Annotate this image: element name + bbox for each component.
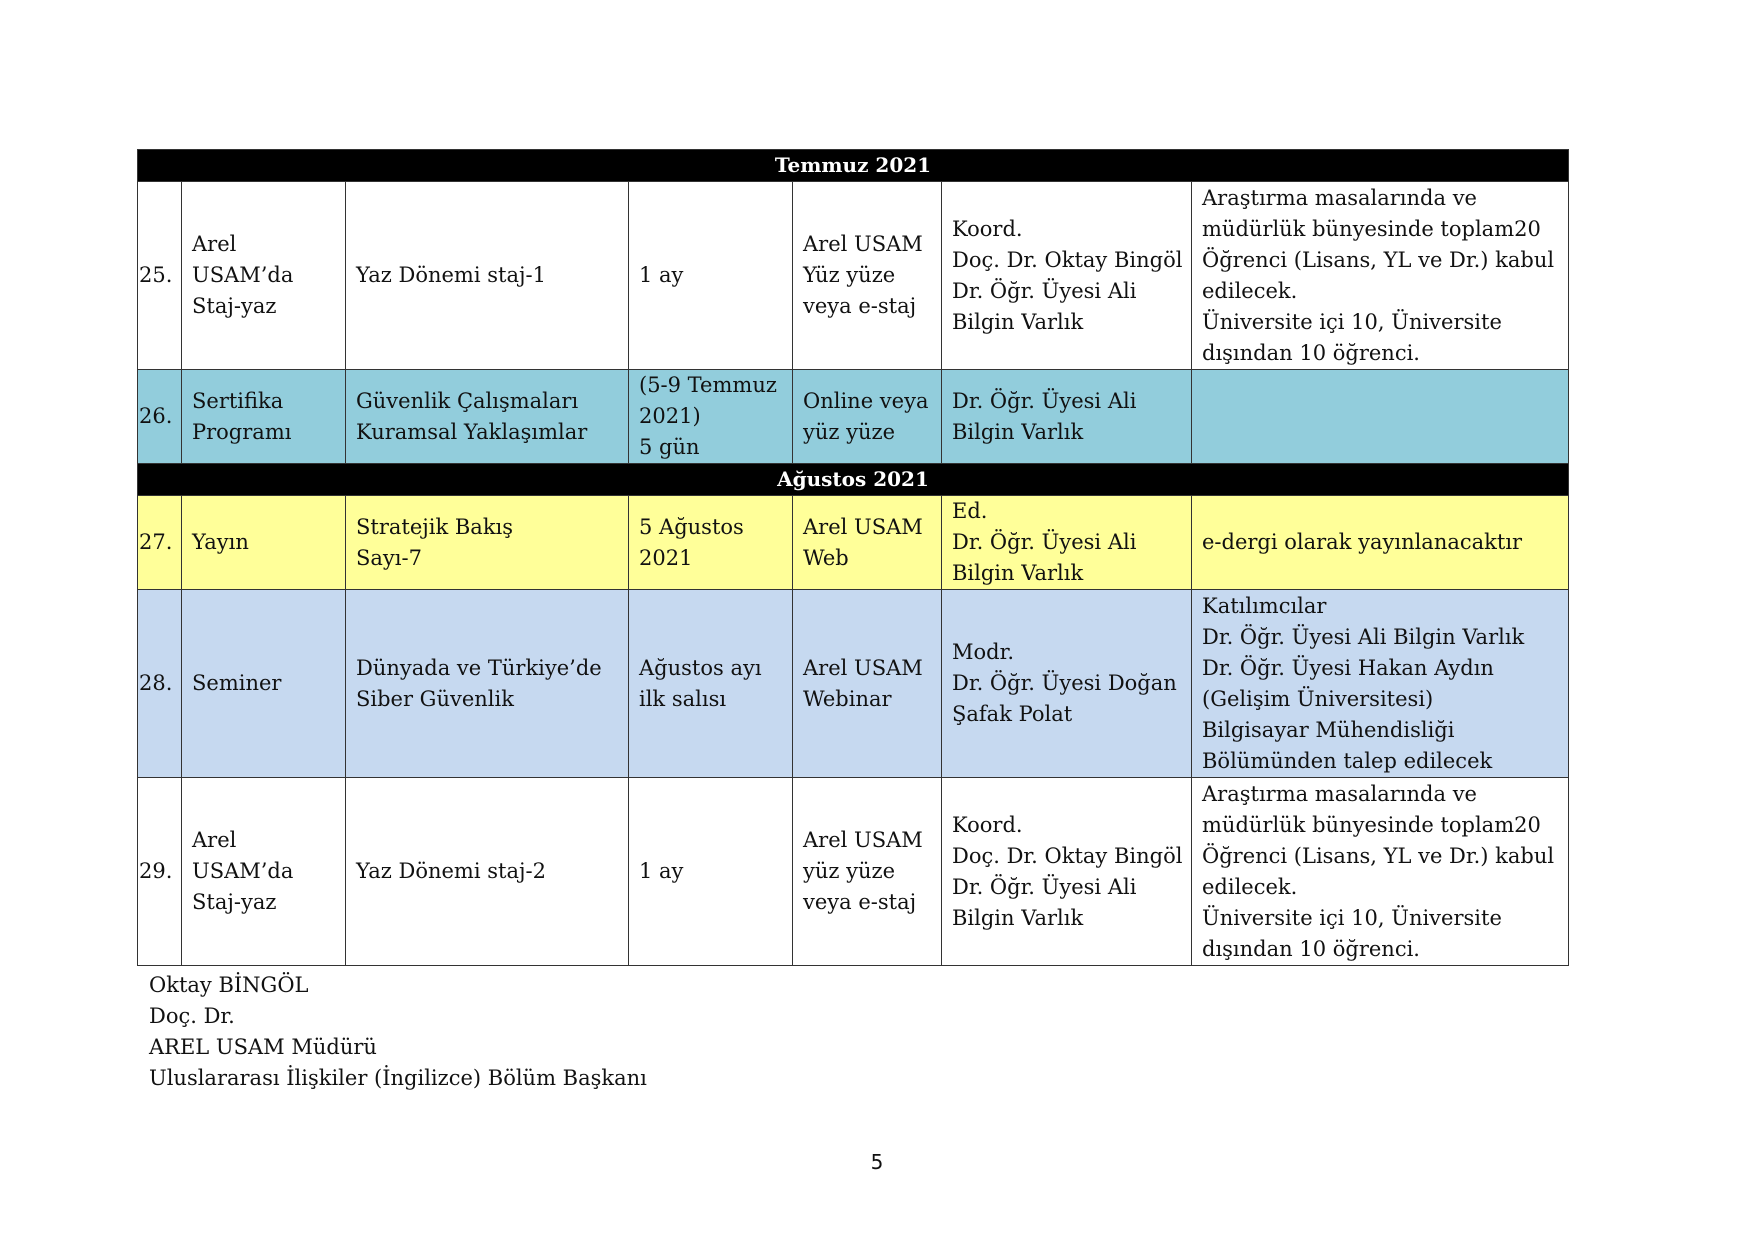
month-header-july (138, 150, 1569, 182)
event-notes (1192, 496, 1569, 590)
table-row (138, 496, 1569, 590)
cell-line: Kuramsal Yaklaşımlar (356, 419, 588, 444)
cell-line: dışından 10 öğrenci. (1202, 936, 1420, 961)
cell-line: Arel (192, 232, 237, 256)
event-date (629, 496, 793, 590)
cell-line: Bilgin Varlık (952, 905, 1084, 930)
event-place (793, 496, 942, 590)
event-title (346, 590, 629, 778)
cell-line: Katılımcılar (1202, 593, 1327, 618)
cell-line: Yayın (192, 530, 249, 554)
events-table (137, 149, 1569, 966)
event-people (942, 370, 1192, 464)
event-date (629, 590, 793, 778)
cell-line: Online veya (803, 388, 929, 413)
cell-line: Araştırma masalarında ve (1202, 781, 1477, 806)
cell-line: USAM’da (192, 859, 294, 883)
cell-line: Siber Güvenlik (356, 686, 514, 711)
cell-line: Koord. (952, 216, 1023, 241)
cell-line: Arel (192, 828, 237, 852)
row-number: 28. (138, 590, 182, 778)
cell-line: edilecek. (1202, 278, 1298, 303)
cell-line: yüz yüze (803, 859, 896, 883)
page-number: 5 (870, 1150, 884, 1174)
event-place (793, 182, 942, 370)
cell-line: Öğrenci (Lisans, YL ve Dr.) kabul (1202, 247, 1555, 272)
cell-line: Sayı-7 (356, 545, 422, 570)
cell-line: Bilgin Varlık (952, 419, 1084, 444)
cell-line: Öğrenci (Lisans, YL ve Dr.) kabul (1202, 843, 1555, 868)
event-notes (1192, 182, 1569, 370)
cell-line: Dr. Öğr. Üyesi Ali (952, 874, 1137, 899)
cell-line: Yüz yüze (803, 263, 896, 287)
cell-line: Güvenlik Çalışmaları (356, 388, 579, 413)
cell-line: 2021 (639, 545, 693, 570)
event-title (346, 370, 629, 464)
cell-line: Sertifika (192, 388, 284, 413)
cell-line: Ed. (952, 499, 988, 523)
cell-line: (5-9 Temmuz (639, 373, 777, 397)
month-label: Temmuz 2021 (138, 150, 1569, 182)
cell-line: 1 ay (639, 263, 684, 287)
cell-line: 1 ay (639, 859, 684, 883)
month-header-august (138, 464, 1569, 496)
cell-line: Koord. (952, 812, 1023, 837)
cell-line: Bilgin Varlık (952, 309, 1084, 334)
event-notes (1192, 370, 1569, 464)
event-title (346, 182, 629, 370)
cell-line: 5 gün (639, 435, 700, 459)
cell-line: Arel USAM (803, 655, 923, 680)
event-people (942, 496, 1192, 590)
table-row (138, 182, 1569, 370)
cell-line: Staj-yaz (192, 294, 277, 318)
table-row (138, 778, 1569, 966)
cell-line: Doç. Dr. Oktay Bingöl (952, 247, 1183, 272)
cell-line: 5 Ağustos (639, 514, 744, 539)
event-date (629, 370, 793, 464)
cell-line: Dr. Öğr. Üyesi Ali (952, 388, 1137, 413)
cell-line: Dünyada ve Türkiye’de (356, 655, 602, 680)
event-type (182, 496, 346, 590)
event-people (942, 590, 1192, 778)
cell-line: 2021) (639, 404, 701, 428)
cell-line: Şafak Polat (952, 702, 1073, 726)
cell-line: Programı (192, 419, 292, 444)
cell-line: (Gelişim Üniversitesi) (1202, 686, 1434, 711)
event-title (346, 496, 629, 590)
cell-line: Dr. Öğr. Üyesi Ali (952, 278, 1137, 303)
table-row (138, 590, 1569, 778)
event-type (182, 778, 346, 966)
cell-line: Üniversite içi 10, Üniversite (1202, 905, 1502, 930)
cell-line: Webinar (803, 686, 892, 711)
cell-line: USAM’da (192, 263, 294, 287)
row-number: 29. (138, 778, 182, 966)
event-place (793, 778, 942, 966)
cell-line: edilecek. (1202, 874, 1298, 899)
cell-line: müdürlük bünyesinde toplam20 (1202, 216, 1541, 241)
event-people (942, 778, 1192, 966)
cell-line: Üniversite içi 10, Üniversite (1202, 309, 1502, 334)
cell-line: Dr. Öğr. Üyesi Ali Bilgin Varlık (1202, 624, 1525, 649)
cell-line: Arel USAM (803, 232, 923, 256)
cell-line: veya e-staj (803, 294, 917, 318)
cell-line: Bölümünden talep edilecek (1202, 748, 1493, 773)
cell-line: Stratejik Bakış (356, 514, 514, 539)
cell-line: Dr. Öğr. Üyesi Ali (952, 530, 1137, 554)
cell-line: Yaz Dönemi staj-2 (356, 859, 546, 883)
signature-block (149, 970, 647, 1094)
cell-line: Dr. Öğr. Üyesi Doğan (952, 671, 1177, 695)
event-notes (1192, 778, 1569, 966)
cell-line: müdürlük bünyesinde toplam20 (1202, 812, 1541, 837)
event-notes (1192, 590, 1569, 778)
cell-line: Doç. Dr. Oktay Bingöl (952, 843, 1183, 868)
cell-line: Seminer (192, 671, 282, 695)
cell-line: dışından 10 öğrenci. (1202, 340, 1420, 365)
month-label: Ağustos 2021 (138, 464, 1569, 496)
signatory-position: AREL USAM Müdürü (149, 1035, 377, 1059)
cell-line: ilk salısı (639, 686, 727, 711)
cell-line: Staj-yaz (192, 890, 277, 914)
cell-line: Bilgisayar Mühendisliği (1202, 717, 1455, 742)
cell-line: Dr. Öğr. Üyesi Hakan Aydın (1202, 655, 1494, 680)
row-number: 25. (138, 182, 182, 370)
cell-line: Araştırma masalarında ve (1202, 185, 1477, 210)
table-row (138, 370, 1569, 464)
event-place (793, 370, 942, 464)
cell-line: veya e-staj (803, 890, 917, 914)
cell-line: Modr. (952, 640, 1014, 664)
signatory-name: Oktay BİNGÖL (149, 973, 309, 997)
cell-line: Arel USAM (803, 828, 923, 852)
cell-line: yüz yüze (803, 419, 896, 444)
event-place (793, 590, 942, 778)
event-title (346, 778, 629, 966)
signatory-department: Uluslararası İlişkiler (İngilizce) Bölüm Başkanı (149, 1066, 647, 1090)
event-type (182, 182, 346, 370)
cell-line: Web (803, 545, 849, 570)
event-type (182, 590, 346, 778)
row-number: 27. (138, 496, 182, 590)
cell-line: Yaz Dönemi staj-1 (356, 263, 546, 287)
event-people (942, 182, 1192, 370)
cell-line: Bilgin Varlık (952, 561, 1084, 585)
event-type (182, 370, 346, 464)
cell-line: Arel USAM (803, 514, 923, 539)
row-number: 26. (138, 370, 182, 464)
signatory-title: Doç. Dr. (149, 1004, 235, 1028)
event-date (629, 182, 793, 370)
event-date (629, 778, 793, 966)
cell-line: e-dergi olarak yayınlanacaktır (1202, 530, 1523, 554)
cell-line: Ağustos ayı (639, 655, 762, 680)
